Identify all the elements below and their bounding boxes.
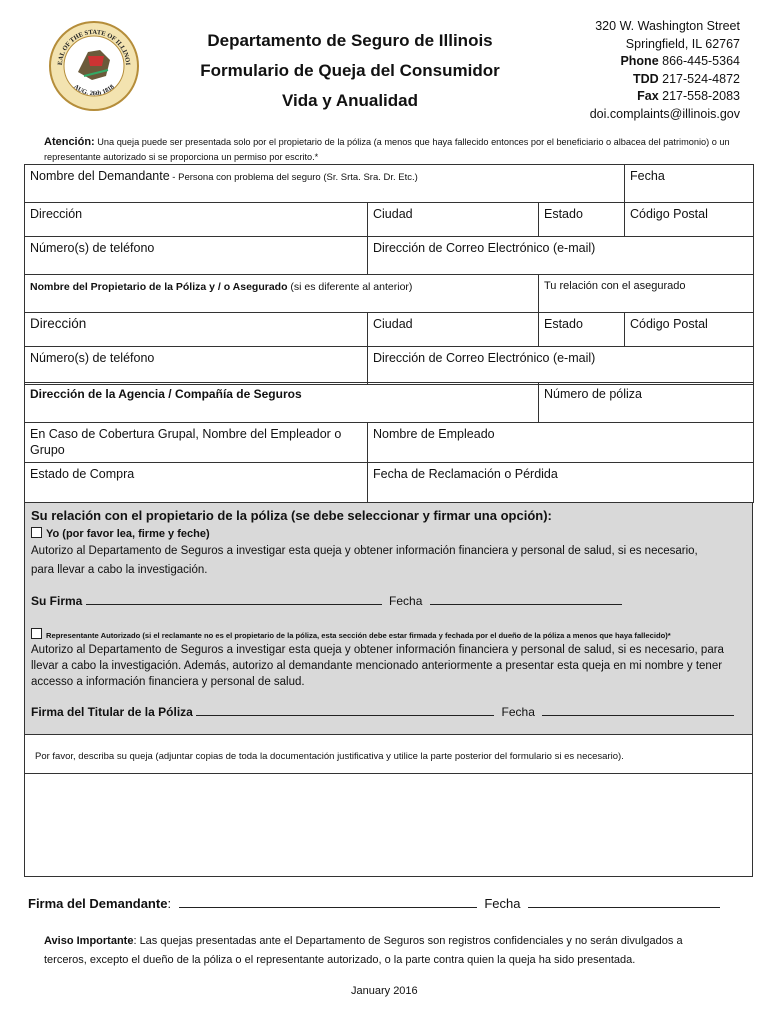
owner-city-field[interactable]: Ciudad [368,313,539,347]
self-signature-input[interactable] [86,593,382,605]
agency-address-field[interactable]: Dirección de la Agencia / Compañía de Seguros [25,383,539,423]
owner-table [24,274,754,385]
svg-text:SEAL OF THE STATE OF ILLINOIS: EAL OF THE STATE OF ILLINOI [56,28,132,66]
owner-signature-input[interactable] [196,704,494,716]
complaint-prompt: Por favor, describa su queja (adjuntar copias de toda la documentación justificativa y utilice la parte posterior del formulario si es necesario). [35,751,624,762]
complainant-phone-field[interactable]: Número(s) de teléfono [25,237,368,275]
svg-text:AUG. 26th 1818: AUG. 26th 1818 [72,83,116,98]
title-type: Vida y Anualidad [281,91,419,110]
owner-signature-line: Firma del Titular de la Póliza Fecha [31,704,734,721]
address-fax: Fax 217-558-2083 [637,89,740,103]
purchase-state-field[interactable]: Estado de Compra [25,463,368,503]
group-employer-field[interactable]: En Caso de Cobertura Grupal, Nombre del Empleador o Grupo [25,423,368,463]
self-authorization-line2: para llevar a cabo la investigación. [31,564,208,576]
complainant-address-field[interactable]: Dirección [25,203,368,237]
claim-date-field[interactable]: Fecha de Reclamación o Pérdida [368,463,754,503]
department-address [590,18,740,123]
complainant-signature-line: Firma del Demandante: Fecha [28,896,720,911]
complainant-state-field[interactable]: Estado [539,203,625,237]
owner-relation-field[interactable]: Tu relación con el asegurado [539,275,754,313]
option-self-label: Yo (por favor lea, firme y feche) [46,528,210,540]
complaint-divider [25,773,752,774]
agency-table [24,382,754,503]
address-email: doi.complaints@illinois.gov [589,106,740,121]
address-street: 320 W. Washington Street [595,19,740,33]
policy-number-field[interactable]: Número de póliza [539,383,754,423]
complainant-table [24,164,754,275]
form-title [160,26,540,116]
relationship-heading: Su relación con el propietario de la póliza (se debe seleccionar y firmar una opción): [31,508,552,523]
complaint-description-box[interactable] [24,735,753,877]
important-notice [44,932,684,969]
rep-authorization-line2: llevar a cabo la investigación. Además, autorizo al demandante mencionado anteriormente a presentar esta queja en mi nombre y tener [31,660,723,672]
attention-text: Una queja puede ser presentada solo por el propietario de la póliza (a menos que haya fallecido entonces por el beneficiario o albacea del patrimonio) o un representante autorizado si se proporciona un permiso por escrito.* [44,137,730,162]
form-revision-date: January 2016 [351,985,418,997]
complainant-city-field[interactable]: Ciudad [368,203,539,237]
attention-notice [44,135,744,165]
rep-authorization-line1: Autorizo al Departamento de Seguros a investigar esta queja y obtener información financiera y personal de salud, si es necesario, para [31,644,724,656]
owner-zip-field[interactable]: Código Postal [625,313,754,347]
address-phone: Phone 866-445-5364 [620,54,740,68]
attention-label: Atención: [44,136,95,148]
rep-authorization-line3: accesso a información financiera y personal de salud. [31,676,305,688]
complainant-email-field[interactable]: Dirección de Correo Electrónico (e-mail) [368,237,754,275]
owner-email-field[interactable]: Dirección de Correo Electrónico (e-mail) [368,347,754,385]
important-notice-label: Aviso Importante [44,935,134,947]
title-form: Formulario de Queja del Consumidor [200,61,500,80]
complainant-signature-input[interactable] [179,896,477,908]
important-notice-text: : Las quejas presentadas ante el Departamento de Seguros son registros confidenciales y no serán divulgados a terceros, excepto el dueño de la póliza o el representante autorizado, o la parte contra quien la queja ha sido presentada. [44,935,683,966]
owner-date-input[interactable] [542,704,734,716]
owner-address-field[interactable]: Dirección [25,313,368,347]
address-city: Springfield, IL 62767 [625,36,740,51]
owner-phone-field[interactable]: Número(s) de teléfono [25,347,368,385]
complainant-name-field[interactable]: Nombre del Demandante - Persona con problema del seguro (Sr. Srta. Sra. Dr. Etc.) [25,165,625,203]
title-department: Departamento de Seguro de Illinois [207,31,493,50]
address-tdd: TDD 217-524-4872 [632,71,740,86]
representative-checkbox[interactable] [31,628,42,639]
complainant-date-field[interactable]: Fecha [625,165,754,203]
employee-name-field[interactable]: Nombre de Empleado [368,423,754,463]
option-self[interactable] [31,526,210,543]
self-signature-line: Su Firma Fecha [31,593,622,610]
relationship-section [24,502,753,735]
owner-name-field[interactable]: Nombre del Propietario de la Póliza y / o Asegurado (si es diferente al anterior) [25,275,539,313]
state-seal-logo [48,20,140,112]
owner-state-field[interactable]: Estado [539,313,625,347]
self-checkbox[interactable] [31,527,42,538]
self-date-input[interactable] [430,593,622,605]
complainant-zip-field[interactable]: Código Postal [625,203,754,237]
self-authorization-line1: Autorizo al Departamento de Seguros a investigar esta queja y obtener información financiera y personal de salud, si es necesario, [31,545,698,557]
option-representative-label: Representante Autorizado (si el reclamante no es el propietario de la póliza, esta sección debe estar firmada y fechada por el dueño de la póliza a menos que haya fallecido)* [46,631,671,640]
complainant-date-input[interactable] [528,896,720,908]
